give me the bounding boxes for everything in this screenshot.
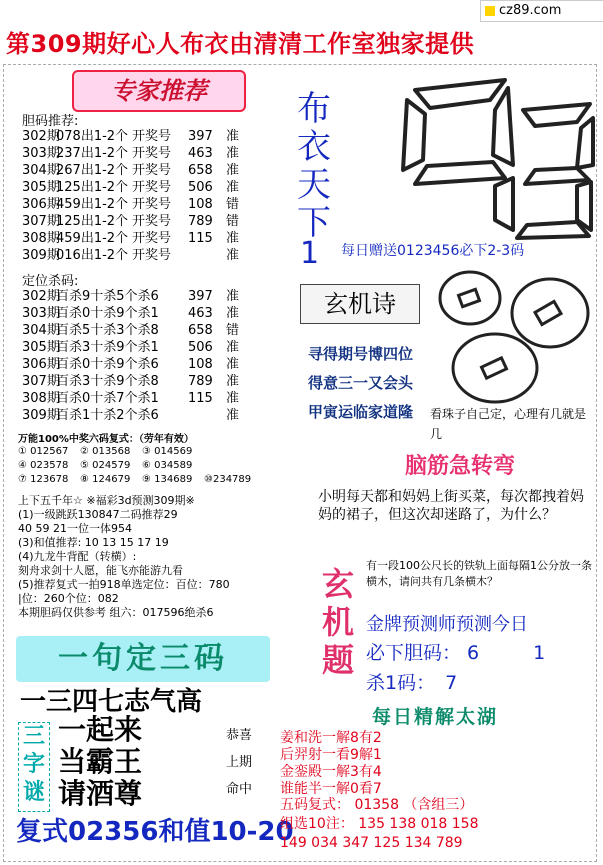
expert-header: 专家推荐 [72,70,246,112]
wanneng-item: ① 012567 [18,446,69,457]
sanzimi-line: 当霸王 [58,745,143,778]
digit-seg [493,88,513,165]
kill-period: 303期 [22,306,60,321]
sanzimi-lines [58,714,208,814]
meiri-summary [280,796,596,858]
dan-period: 308期 [22,231,60,246]
xuanji-label: 玄机诗 [300,284,420,324]
bixia-b: 1 [533,642,546,664]
xuanjiti-label-text: 玄机题 [321,565,354,679]
logo-square-icon [485,6,495,16]
note-line: (4)九龙牛背配（转横）: [18,550,137,563]
note-line: (5)推荐复式一拍918单选定位：百位：780 [18,578,230,591]
notes-block [18,494,298,624]
digit-seg [517,222,589,238]
kill-num: 463 [188,306,213,321]
sanzimi-label [18,722,50,812]
buyi-num: 1 [300,236,320,271]
dan-word: 开奖号 [132,180,172,195]
wanneng-row [18,473,288,487]
dan-num: 108 [188,197,213,212]
dan-row [22,213,282,230]
yiju-answer: 一三四七志气高 [20,687,203,717]
dan-period: 302期 [22,129,60,144]
kill-result: 准 [226,357,240,372]
kill-content: 百杀0十杀9个杀6 [56,357,159,372]
xuanjiti-text: 有一段100公尺长的铁轨上面每隔1公分放一条横木，请问共有几条横木？ [366,559,592,588]
sha-value: 7 [445,672,458,694]
digit-seg [415,80,505,108]
dan-table [22,128,282,268]
yiju-banner [16,636,270,682]
xuanji-lines [308,340,438,430]
dan-row [22,145,282,162]
wanneng-item: ④ 023578 [18,460,69,471]
wuma-line: 五码复式： 01358 （含组三） [280,797,474,813]
dan-num: 397 [188,129,213,144]
sha-line [366,668,566,696]
dan-num: 463 [188,146,213,161]
kill-result: 准 [226,374,240,389]
kill-result: 准 [226,408,240,423]
digit-seg [577,118,593,168]
sanzimi-line: 请酒尊 [58,777,143,810]
dan-title: 胆码推荐: [22,114,79,129]
kill-result: 错 [226,323,240,338]
kill-row [22,407,282,424]
digit-seg [415,162,505,184]
sanzimi-side-item: 恭喜 [225,728,252,743]
wanneng-row [18,445,288,459]
dan-row [22,179,282,196]
note-line: (1)一级跳跃130847二码推荐29 [18,508,178,521]
dan-num: 506 [188,180,213,195]
kill-content: 百杀1十杀2个杀6 [56,408,159,423]
note-line: 上下五千年☆ ※福彩3d预测309期※ [18,494,195,507]
sanzimi-line: 一起来 [58,713,143,746]
buyi-vertical [294,89,334,243]
note-line: 刻舟求剑十人愿，能飞亦能游九看 [18,564,183,577]
kill-content: 百杀0十杀7个杀1 [56,391,159,406]
bixia-label: 必下胆码： [366,642,462,664]
dan-result: 准 [226,129,240,144]
dan-content: 459出1-2个 [56,197,129,212]
wanneng-item: ③ 014569 [142,446,193,457]
wanneng-block [18,430,288,492]
yiju-label: 一句定三码 [58,641,228,676]
kill-result: 准 [226,391,240,406]
dan-num: 658 [188,163,213,178]
sha-label: 杀1码： [366,672,436,694]
kill-period: 304期 [22,323,60,338]
wanneng-item: ⑧ 124679 [80,474,131,485]
kill-result: 准 [226,306,240,321]
kill-num: 115 [188,391,213,406]
zuxuan-line-1: 组选10注： 135 138 018 158 [280,816,479,832]
kill-period: 302期 [22,289,60,304]
sanzimi-side-item: 上期 [225,755,252,770]
buyi-vertical-text: 布衣天下 [297,89,331,243]
dan-period: 306期 [22,197,60,212]
dan-word: 开奖号 [132,163,172,178]
dan-row [22,162,282,179]
kill-period: 307期 [22,374,60,389]
kill-period: 309期 [22,408,60,423]
digit-seg [495,178,513,230]
dan-content: 237出1-2个 [56,146,129,161]
dan-row [22,230,282,247]
kill-num: 108 [188,357,213,372]
wanneng-item: ⑩234789 [204,474,252,485]
naojin-text: 小明每天都和妈妈上街买菜，每次都拽着妈妈的裙子，但这次却迷路了，为什么？ [318,489,584,523]
bixia-line [366,638,594,666]
kill-period: 305期 [22,340,60,355]
dan-result: 准 [226,180,240,195]
dan-result: 准 [226,163,240,178]
bixia-a: 6 [467,642,480,664]
dan-content: 016出1-2个 [56,248,129,263]
meiri-lines [280,730,480,798]
dan-word: 开奖号 [132,248,172,263]
coin-icon [512,279,588,347]
wanneng-item: ⑦ 123678 [18,474,69,485]
xuanji-line: 甲寅运临家道隆 [308,403,414,421]
xuanji-line: 得意三一又会头 [308,374,414,392]
wanneng-item: ⑤ 024579 [80,460,131,471]
meiri-line: 谁能半一解0看7 [280,781,382,797]
note-line: (3)和值推荐: 10 13 15 17 19 [18,536,169,549]
kill-content: 百杀3十杀9个杀8 [56,374,159,389]
dan-result: 错 [226,214,240,229]
wanneng-item: ⑨ 134689 [142,474,193,485]
kill-content: 百杀0十杀9个杀1 [56,306,159,321]
kill-row [22,288,282,305]
buyi-daily: 每日赠送0123456必下2-3码 [341,243,525,259]
wanneng-row [18,459,288,473]
dan-period: 307期 [22,214,60,229]
kill-num: 658 [188,323,213,338]
dan-result: 错 [226,197,240,212]
kill-result: 准 [226,289,240,304]
wanneng-title: 万能100%中奖六码复式：（劳年有效） [18,434,194,445]
kill-row [22,390,282,407]
dan-row [22,247,282,264]
kill-num: 789 [188,374,213,389]
kill-row [22,322,282,339]
watermark [480,0,603,22]
coins-graphic [425,268,595,408]
dan-row [22,128,282,145]
dan-content: 078出1-2个 [56,129,129,144]
wanneng-item: ② 013568 [80,446,131,457]
kill-period: 306期 [22,357,60,372]
dan-word: 开奖号 [132,146,172,161]
digit-seg [403,100,425,170]
kill-content: 百杀3十杀9个杀1 [56,340,159,355]
dan-content: 125出1-2个 [56,180,129,195]
watermark-text: cz89.com [499,3,562,18]
dan-word: 开奖号 [132,197,172,212]
sanzimi-label-text: 三字谜 [22,724,45,805]
dan-word: 开奖号 [132,129,172,144]
dan-result: 准 [226,146,240,161]
meiri-line: 姜和洗一解8有2 [280,730,382,746]
kill-num: 397 [188,289,213,304]
dan-word: 开奖号 [132,231,172,246]
dan-num: 115 [188,231,213,246]
dan-row [22,196,282,213]
coin-icon [453,334,537,402]
kill-table [22,288,282,428]
note-line: |位：260个位：082 [18,592,119,605]
kill-row [22,305,282,322]
meiri-line: 金銮殿一解3有4 [280,764,382,780]
dan-period: 309期 [22,248,60,263]
dan-period: 303期 [22,146,60,161]
dan-word: 开奖号 [132,214,172,229]
kill-content: 百杀5十杀3个杀8 [56,323,159,338]
xuanjiti-label [318,565,358,685]
dan-num: 789 [188,214,213,229]
sanzimi-side-item: 命中 [225,782,252,797]
kill-content: 百杀9十杀5个杀6 [56,289,159,304]
meiri-line: 后羿射一看9解1 [280,747,382,763]
kill-result: 准 [226,340,240,355]
coin-icon [440,272,500,324]
dan-content: 125出1-2个 [56,214,129,229]
kill-row [22,339,282,356]
kill-num: 506 [188,340,213,355]
sanzimi-side [214,722,264,812]
fushi-line: 复式02356和值10-20 [16,817,294,847]
xuanji-line: 寻得期号博四位 [308,345,414,363]
note-line: 本期胆码仅供参考 组六：017596绝杀6 [18,606,214,619]
kill-row [22,356,282,373]
zuxuan-line-2: 149 034 347 125 134 789 [280,835,463,851]
digit-seg [525,168,589,184]
big-digits-graphic [345,70,595,240]
kill-row [22,373,282,390]
dan-period: 305期 [22,180,60,195]
digit-seg [523,104,590,126]
jinpai-line: 金牌预测师预测今日 [366,614,528,635]
coin-note: 看珠子自己定，心理有几就是几 [430,407,587,441]
dan-period: 304期 [22,163,60,178]
page-title: 第309期好心人布衣由清清工作室独家提供 [6,30,475,58]
kill-period: 308期 [22,391,60,406]
dan-content: 267出1-2个 [56,163,129,178]
kill-title: 定位杀码: [22,274,79,289]
wanneng-item: ⑥ 034589 [142,460,193,471]
dan-result: 准 [226,248,240,263]
note-line: 40 59 21一位一体954 [18,522,132,535]
meiri-label: 每日精解太湖 [372,706,499,728]
dan-result: 准 [226,231,240,246]
dan-content: 459出1-2个 [56,231,129,246]
naojin-label: 脑筋急转弯 [404,454,515,479]
